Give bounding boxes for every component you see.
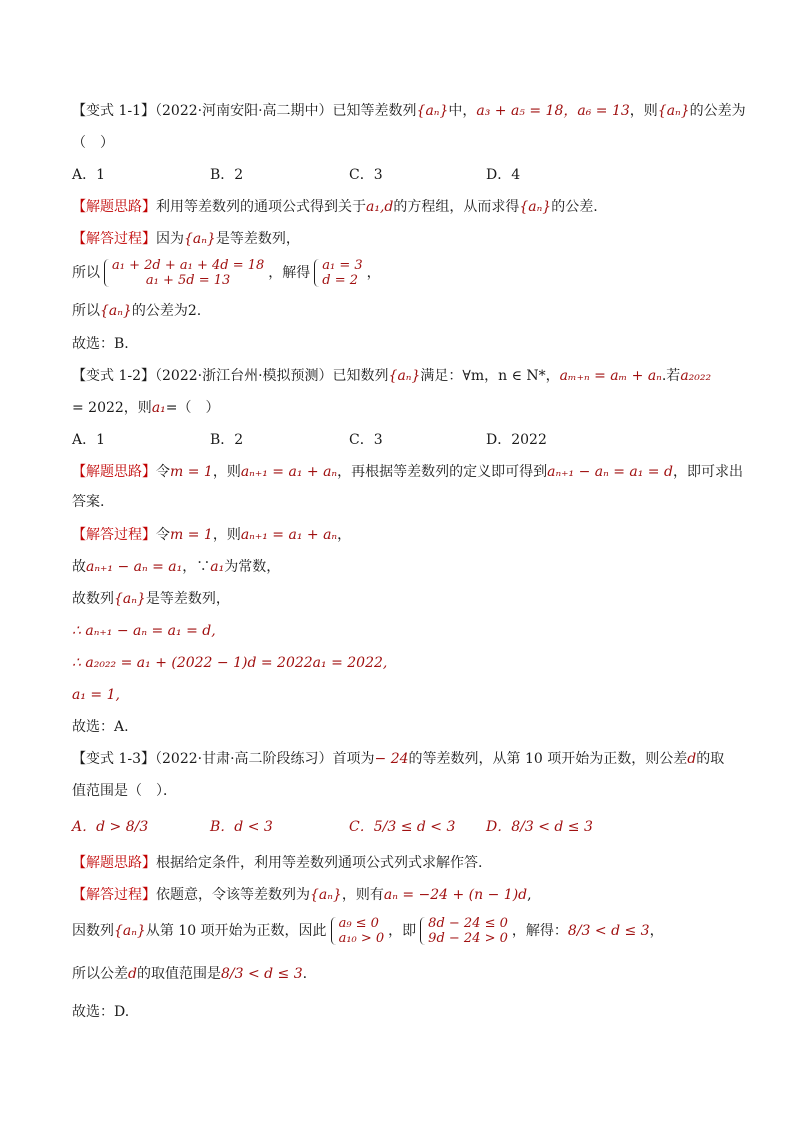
process-step: ∴ aₙ₊₁ − aₙ = a₁ = d, xyxy=(72,623,216,639)
process-tag: 【解答过程】 xyxy=(72,887,156,903)
condition: a₃ + a₅ = 18，a₆ = 13 xyxy=(476,103,630,119)
solution-process: 【解答过程】令m = 1，则aₙ₊₁ = a₁ + aₙ， xyxy=(72,527,352,543)
problem-1-3-stem-cont: 值范围是（ ）． xyxy=(72,783,177,799)
option-d: D．8/3 < d ≤ 3 xyxy=(486,819,593,835)
option-c: C．3 xyxy=(349,167,383,183)
option-a: A．1 xyxy=(72,167,106,183)
final-answer: 故选：D. xyxy=(72,1004,130,1020)
problem-source: （2022·浙江台州·模拟预测） xyxy=(155,368,333,384)
solution-process: 【解答过程】因为{aₙ}是等差数列， xyxy=(72,231,300,247)
option-a: A．d > 8/3 xyxy=(72,819,149,835)
problem-1-2-stem-cont: = 2022，则a₁=（ ） xyxy=(72,400,220,416)
option-d: D．4 xyxy=(486,167,521,183)
option-c: C．5/3 ≤ d < 3 xyxy=(349,819,456,835)
solution-idea: 【解题思路】根据给定条件，利用等差数列通项公式列式求解作答. xyxy=(72,855,483,871)
inequality-system: a₉ ≤ 0 a₁₀ > 0 xyxy=(331,916,385,946)
option-b: B．d < 3 xyxy=(210,819,273,835)
problem-source: （2022·河南安阳·高二期中） xyxy=(155,103,333,119)
option-b: B．2 xyxy=(210,432,244,448)
process-step: 故数列{aₙ}是等差数列， xyxy=(72,591,230,607)
answer-paren: （ ） xyxy=(72,135,114,151)
problem-1-2-stem: 【变式 1-2】（2022·浙江台州·模拟预测）已知数列{aₙ}满足：∀m，n ∈ N*，aₘ₊ₙ = aₘ + aₙ.若a₂₀₂₂ xyxy=(72,368,712,384)
option-a: A．1 xyxy=(72,432,106,448)
solution-idea: 【解题思路】利用等差数列的通项公式得到关于a₁,d的方程组，从而求得{aₙ}的公差. xyxy=(72,199,598,215)
final-answer: 故选：A. xyxy=(72,719,129,735)
option-d: D．2022 xyxy=(486,432,547,448)
problem-tag: 【变式 1-1】 xyxy=(72,103,155,119)
idea-tag: 【解题思路】 xyxy=(72,855,156,871)
equation-system: a₁ + 2d + a₁ + 4d = 18 a₁ + 5d = 13 xyxy=(104,258,264,288)
problem-source: （2022·甘肃·高二阶段练习） xyxy=(155,751,333,767)
equation-system-line: 所以 a₁ + 2d + a₁ + 4d = 18 a₁ + 5d = 13 ，解得 a₁ = 3 d = 2 ， xyxy=(72,258,381,288)
conclusion: 所以公差d的取值范围是8/3 < d ≤ 3. xyxy=(72,966,308,982)
option-c: C．3 xyxy=(349,432,383,448)
process-step: a₁ = 1, xyxy=(72,687,120,703)
solution-idea: 【解题思路】令m = 1，则aₙ₊₁ = a₁ + aₙ，再根据等差数列的定义即可得到aₙ₊₁ − aₙ = a₁ = d，即可求出 xyxy=(72,464,743,480)
process-step: ∴ a₂₀₂₂ = a₁ + (2022 − 1)d = 2022a₁ = 2022, xyxy=(72,655,388,671)
process-tag: 【解答过程】 xyxy=(72,231,156,247)
problem-1-1-stem: 【变式 1-1】（2022·河南安阳·高二期中）已知等差数列{aₙ}中，a₃ + a₅ = 18，a₆ = 13，则{aₙ}的公差为 xyxy=(72,103,746,119)
option-b: B．2 xyxy=(210,167,244,183)
solution-process: 【解答过程】依题意，令该等差数列为{aₙ}，则有aₙ = −24 + (n − 1)d, xyxy=(72,887,532,903)
solution-system: a₁ = 3 d = 2 xyxy=(314,258,362,288)
problem-1-3-stem: 【变式 1-3】（2022·甘肃·高二阶段练习）首项为− 24的等差数列，从第 10 项开始为正数，则公差d的取 xyxy=(72,751,725,767)
problem-tag: 【变式 1-2】 xyxy=(72,368,155,384)
process-tag: 【解答过程】 xyxy=(72,527,156,543)
solution-idea-cont: 答案. xyxy=(72,494,105,510)
inequality-line: 因数列{aₙ}从第 10 项开始为正数，因此 a₉ ≤ 0 a₁₀ > 0 ，即 8d − 24 ≤ 0 9d − 24 > 0 ，解得：8/3 < d ≤ 3， xyxy=(72,916,664,946)
problem-tag: 【变式 1-3】 xyxy=(72,751,155,767)
conclusion: 所以{aₙ}的公差为2. xyxy=(72,303,202,319)
idea-tag: 【解题思路】 xyxy=(72,199,156,215)
final-answer: 故选：B. xyxy=(72,336,129,352)
idea-tag: 【解题思路】 xyxy=(72,464,156,480)
process-step: 故aₙ₊₁ − aₙ = a₁，∵a₁为常数， xyxy=(72,559,281,575)
inequality-system: 8d − 24 ≤ 0 9d − 24 > 0 xyxy=(420,916,508,946)
